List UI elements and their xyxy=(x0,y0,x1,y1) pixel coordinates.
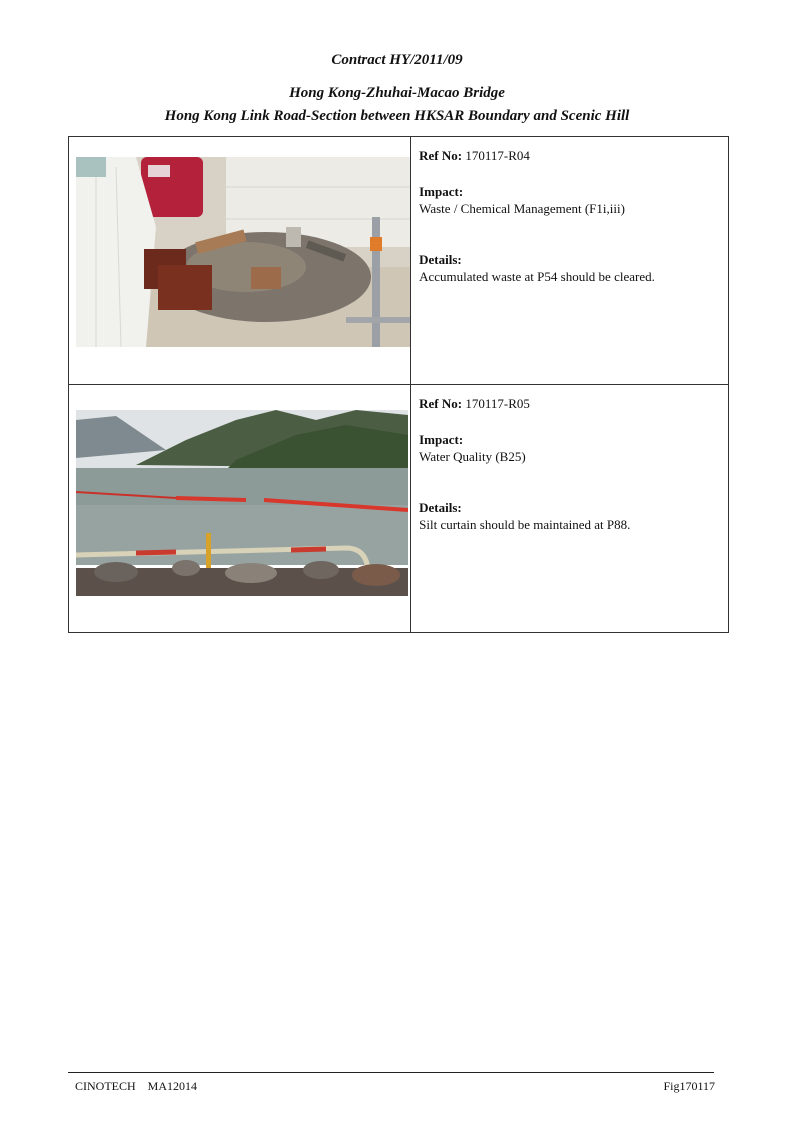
photo-cell xyxy=(69,385,411,633)
observation-details xyxy=(411,137,729,385)
waste-debris-photo xyxy=(76,157,410,347)
ref-no-line xyxy=(419,395,728,413)
ref-no-line xyxy=(419,147,728,165)
details-label: Details: xyxy=(419,499,462,515)
impact-label: Impact: xyxy=(419,183,464,199)
project-code: MA12014 xyxy=(147,1079,198,1093)
footer-left xyxy=(75,1079,197,1094)
details-label: Details: xyxy=(419,251,462,267)
contract-number: Contract HY/2011/09 xyxy=(331,52,463,68)
project-subtitle: Hong Kong Link Road-Section between HKSAR Boundary and Scenic Hill xyxy=(164,108,630,124)
ref-no-label: Ref No: xyxy=(419,148,463,163)
observation-details xyxy=(411,385,729,633)
impact-value: Water Quality (B25) xyxy=(419,449,526,465)
photo-cell xyxy=(69,137,411,385)
impact-value: Waste / Chemical Management (F1i,iii) xyxy=(419,201,625,217)
company-name: CINOTECH xyxy=(75,1079,136,1093)
details-value: Silt curtain should be maintained at P88. xyxy=(419,517,631,533)
footer-divider xyxy=(68,1072,714,1073)
details-value: Accumulated waste at P54 should be cleared. xyxy=(419,269,655,285)
figure-reference: Fig170117 xyxy=(663,1079,715,1093)
impact-label: Impact: xyxy=(419,431,464,447)
ref-no-value: 170117-R04 xyxy=(465,148,530,163)
ref-no-value: 170117-R05 xyxy=(465,396,530,411)
observation-table xyxy=(68,136,729,633)
silt-curtain-photo xyxy=(76,410,408,596)
ref-no-label: Ref No: xyxy=(419,396,463,411)
project-title: Hong Kong-Zhuhai-Macao Bridge xyxy=(289,85,505,101)
observation-row xyxy=(69,137,729,385)
observation-row xyxy=(69,385,729,633)
